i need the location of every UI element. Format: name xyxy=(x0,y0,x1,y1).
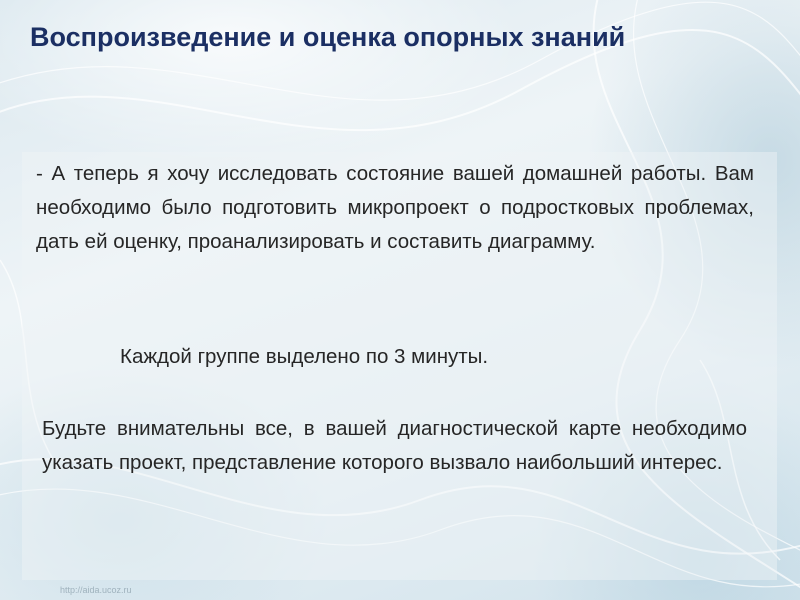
paragraph-time-allocation: Каждой группе выделено по 3 минуты. xyxy=(120,345,489,368)
paragraph-diagnostic-card: Будьте внимательны все, в вашей диагностической карте необходимо указать проект, представление которого вызвало наибольший интерес. xyxy=(42,417,747,474)
paragraph-homework: - А теперь я хочу исследовать состояние вашей домашней работы. Вам необходимо было подготовить микропроект о подростковых проблемах, дать ей оценку, проанализировать и составить диаграмму. xyxy=(36,162,754,253)
footer-url: http://aida.ucoz.ru xyxy=(60,585,132,595)
slide-title: Воспроизведение и оценка опорных знаний xyxy=(30,22,626,52)
